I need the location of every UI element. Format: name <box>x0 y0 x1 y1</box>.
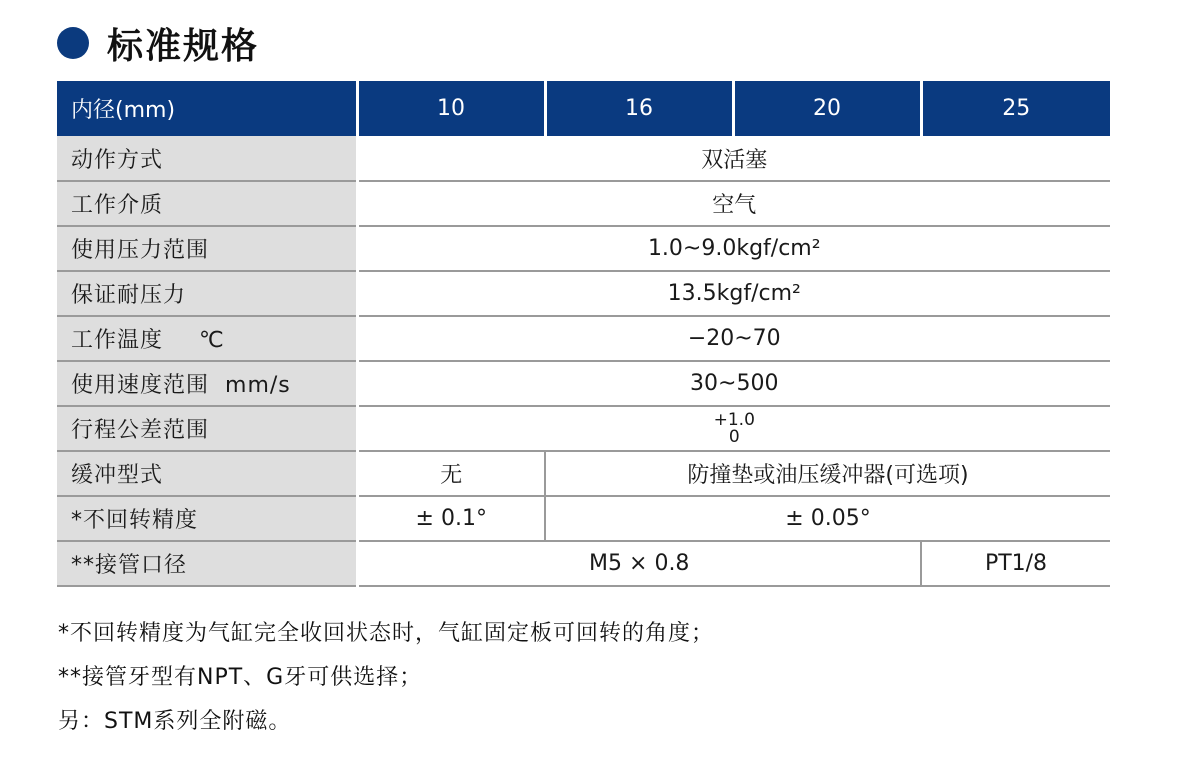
row-label-cushion: 缓冲型式 <box>57 451 357 496</box>
value-medium: 空气 <box>357 181 1110 226</box>
footnote-magnet: 另：STM系列全附磁。 <box>58 709 292 734</box>
table-row <box>57 271 1110 316</box>
row-label-action: 动作方式 <box>57 136 357 181</box>
row-label-non-rotation: *不回转精度 <box>57 496 357 541</box>
speed-label-text: 使用速度范围 <box>71 373 210 398</box>
header-bore-20: 20 <box>733 81 921 136</box>
row-label-speed-range <box>57 361 357 406</box>
row-label-medium: 工作介质 <box>57 181 357 226</box>
value-cushion-others: 防撞垫或油压缓冲器(可选项) <box>545 451 1110 496</box>
section-title-text: 标准规格 <box>107 25 260 67</box>
value-speed-range: 30~500 <box>357 361 1110 406</box>
table-row <box>57 136 1110 181</box>
table-row <box>57 451 1110 496</box>
footnotes <box>58 612 714 744</box>
header-bore-label: 内径(mm) <box>57 81 357 136</box>
tolerance-upper: +1.0 <box>713 409 755 430</box>
table-row <box>57 406 1110 451</box>
spec-table <box>57 81 1110 587</box>
footnote-non-rotation: *不回转精度为气缸完全收回状态时，气缸固定板可回转的角度； <box>58 621 715 646</box>
row-label-pressure-range: 使用压力范围 <box>57 226 357 271</box>
table-row <box>57 361 1110 406</box>
temperature-unit: ℃ <box>199 328 225 353</box>
value-pressure-range: 1.0~9.0kgf/cm² <box>357 226 1110 271</box>
row-label-port: **接管口径 <box>57 541 357 586</box>
table-header-row <box>57 81 1110 136</box>
value-non-rotation-others: ± 0.05° <box>545 496 1110 541</box>
header-bore-25: 25 <box>921 81 1110 136</box>
value-non-rotation-10: ± 0.1° <box>357 496 545 541</box>
row-label-proof-pressure: 保证耐压力 <box>57 271 357 316</box>
speed-unit: mm/s <box>225 373 291 398</box>
row-label-stroke-tolerance: 行程公差范围 <box>57 406 357 451</box>
table-row <box>57 181 1110 226</box>
value-temperature: −20~70 <box>357 316 1110 361</box>
bullet-dot-icon <box>57 27 89 59</box>
value-stroke-tolerance <box>357 406 1110 451</box>
section-title <box>57 18 259 68</box>
value-port-10-20: M5 × 0.8 <box>357 541 921 586</box>
footnote-port-thread: **接管牙型有NPT、G牙可供选择； <box>58 665 423 690</box>
header-bore-16: 16 <box>545 81 733 136</box>
table-row <box>57 316 1110 361</box>
header-bore-10: 10 <box>357 81 545 136</box>
value-proof-pressure: 13.5kgf/cm² <box>357 271 1110 316</box>
value-port-25: PT1/8 <box>921 541 1110 586</box>
table-row <box>57 541 1110 586</box>
row-label-temperature <box>57 316 357 361</box>
value-cushion-10: 无 <box>357 451 545 496</box>
table-row <box>57 226 1110 271</box>
temperature-label-text: 工作温度 <box>71 328 164 353</box>
tolerance-lower: 0 <box>728 426 740 447</box>
value-action: 双活塞 <box>357 136 1110 181</box>
table-row <box>57 496 1110 541</box>
tolerance-stack <box>713 409 755 447</box>
